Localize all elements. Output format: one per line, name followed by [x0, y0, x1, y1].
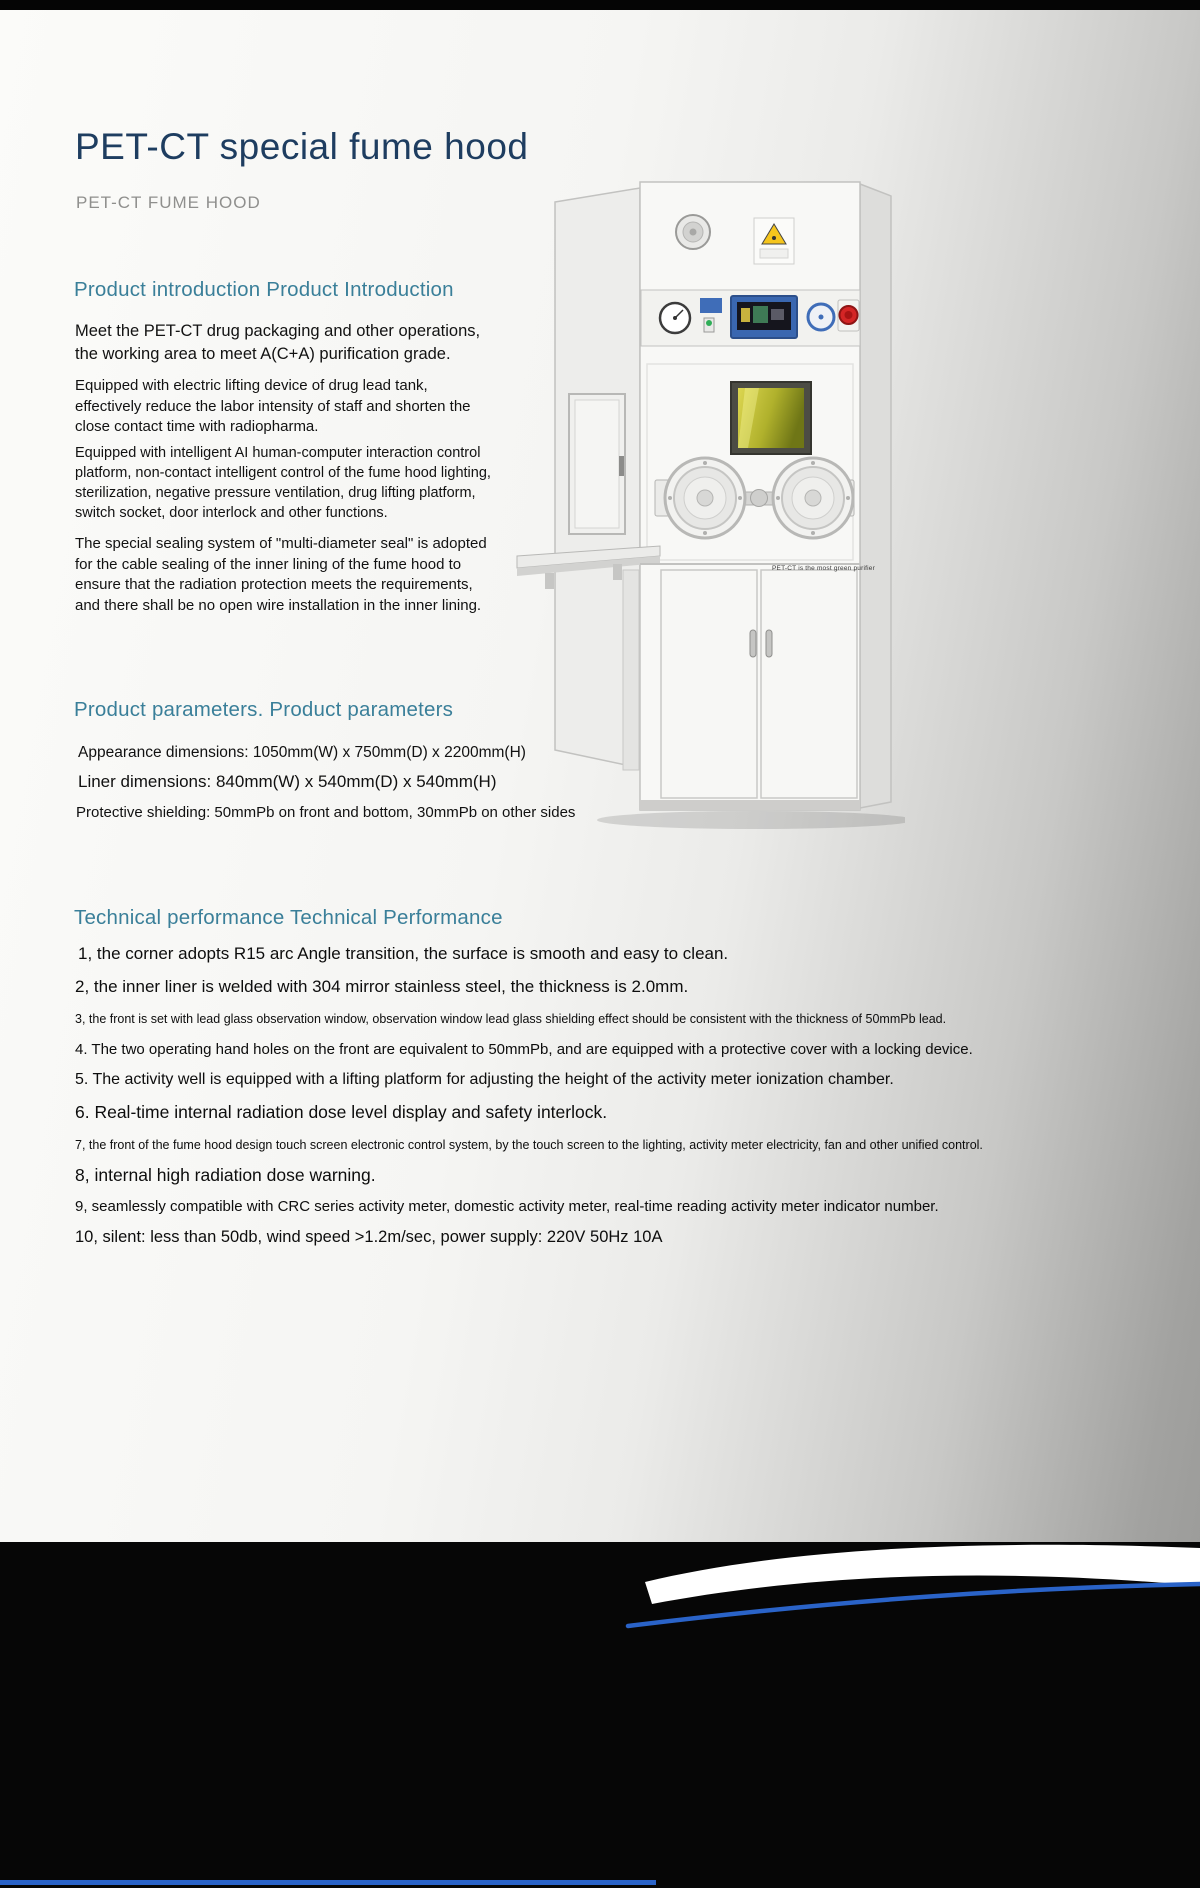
gauge-icon	[808, 304, 834, 330]
top-black-bar	[0, 0, 1200, 10]
glove-port-right	[773, 458, 853, 538]
page-subtitle: PET-CT FUME HOOD	[76, 193, 261, 212]
center-hub	[751, 490, 768, 507]
tech-item-10: 10, silent: less than 50db, wind speed >1.2m/sec, power supply: 220V 50Hz 10A	[75, 1228, 663, 1246]
pressure-gauge-icon	[660, 303, 690, 333]
floor-shadow	[597, 811, 905, 829]
tech-item-4: 4. The two operating hand holes on the front are equivalent to 50mmPb, and are equipped with a protective cover with a locking device.	[75, 1041, 973, 1058]
tech-item-6: 6. Real-time internal radiation dose level display and safety interlock.	[75, 1102, 608, 1122]
parameter-appearance-dimensions: Appearance dimensions: 1050mm(W) x 750mm(D) x 2200mm(H)	[78, 744, 526, 761]
parameter-protective-shielding: Protective shielding: 50mmPb on front and bottom, 30mmPb on other sides	[76, 804, 576, 821]
intro-heading: Product introduction Product Introduction	[74, 278, 454, 301]
technical-heading: Technical performance Technical Performance	[74, 906, 503, 929]
cabinet-base	[640, 800, 860, 810]
fan-vent-icon	[676, 215, 710, 249]
parameters-heading: Product parameters. Product parameters	[74, 698, 454, 721]
glove-port-left	[665, 458, 745, 538]
tech-item-5: 5. The activity well is equipped with a lifting platform for adjusting the height of the activity meter ionization chamber.	[75, 1071, 894, 1088]
emergency-stop-icon	[838, 300, 859, 331]
lead-glass-window	[731, 382, 811, 454]
intro-paragraph-4: The special sealing system of "multi-diameter seal" is adopted for the cable sealing of the inner lining of the fume hood to ensure that the radiation protection meets the requirements, and there shall be no open wire installation in the inner lining.	[75, 535, 487, 615]
intro-paragraph-1: Meet the PET-CT drug packaging and other operations, the working area to meet A(C+A) purification grade.	[75, 322, 481, 363]
support-leg	[623, 570, 639, 770]
door-handle-left	[750, 630, 756, 657]
green-indicator-light	[706, 320, 712, 326]
tech-item-3: 3, the front is set with lead glass observation window, observation window lead glass shielding effect should be consistent with the thickness of 50mmPb lead.	[75, 1012, 947, 1026]
intro-paragraph-3: Equipped with intelligent AI human-computer interaction control platform, non-contact intelligent control of the fume hood lighting, sterilization, negative pressure ventilation, drug lifting platform, switch socket, door interlock and other functions.	[75, 445, 491, 521]
cabinet-door-left	[661, 570, 757, 798]
control-panel	[641, 290, 860, 346]
lower-cabinet	[640, 564, 860, 810]
intro-paragraph-2: Equipped with electric lifting device of drug lead tank, effectively reduce the labor intensity of staff and shorten the close contact time with radiopharma.	[75, 377, 471, 436]
side-door	[569, 394, 625, 534]
tech-item-8: 8, internal high radiation dose warning.	[75, 1165, 376, 1185]
footer-black-band	[0, 1542, 1200, 1888]
radiation-warning-icon	[754, 218, 794, 264]
product-image	[505, 168, 905, 838]
product-image-caption: PET-CT is the most green purifier	[772, 565, 875, 572]
door-handle-right	[766, 630, 772, 657]
parameter-liner-dimensions: Liner dimensions: 840mm(W) x 540mm(D) x 540mm(H)	[78, 772, 497, 791]
blue-switch-panel	[700, 298, 722, 313]
fume-hood-illustration	[505, 168, 905, 838]
tech-item-1: 1, the corner adopts R15 arc Angle transition, the surface is smooth and easy to clean.	[78, 944, 729, 963]
page-title: PET-CT special fume hood	[75, 126, 529, 167]
touch-screen	[731, 296, 797, 338]
cabinet-door-right	[761, 570, 857, 798]
cabinet-right-side	[860, 184, 891, 808]
tech-item-7: 7, the front of the fume hood design touch screen electronic control system, by the touch screen to the lighting, activity meter electricity, fan and other unified control.	[75, 1138, 983, 1152]
bottom-accent-line	[0, 1880, 656, 1885]
tech-item-9: 9, seamlessly compatible with CRC series activity meter, domestic activity meter, real-time reading activity meter indicator number.	[75, 1198, 939, 1215]
tech-item-2: 2, the inner liner is welded with 304 mirror stainless steel, the thickness is 2.0mm.	[75, 977, 689, 996]
footer-graphics	[0, 1542, 1200, 1888]
